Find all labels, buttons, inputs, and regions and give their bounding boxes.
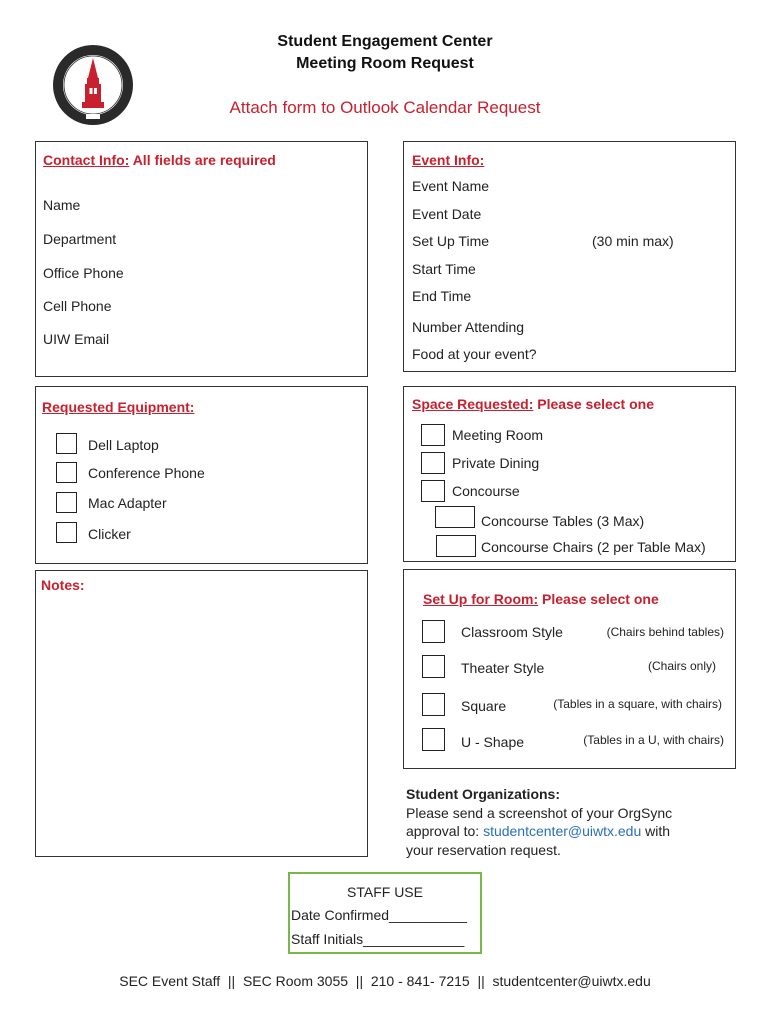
event-field-name[interactable]: Event Name — [412, 178, 490, 194]
setup-room-title-note: Please select one — [538, 591, 659, 607]
staff-initials-row[interactable] — [291, 931, 464, 947]
contact-field-name[interactable]: Name — [43, 197, 81, 213]
event-field-food[interactable]: Food at your event? — [412, 346, 537, 362]
title-line-1: Student Engagement Center — [277, 33, 493, 50]
concourse-chairs-field[interactable] — [436, 535, 476, 557]
concourse-tables-field[interactable] — [435, 506, 475, 528]
square-checkbox[interactable] — [422, 693, 445, 716]
theater-style-label: Theater Style — [461, 660, 545, 676]
event-field-start-time[interactable]: Start Time — [412, 261, 476, 277]
u-shape-label: U - Shape — [461, 734, 525, 750]
date-confirmed-blank: __________ — [389, 907, 467, 923]
staff-use-title: STAFF USE — [347, 884, 423, 900]
event-info-box — [403, 141, 736, 372]
contact-field-department[interactable]: Department — [43, 231, 117, 247]
u-shape-note: (Tables in a U, with chairs) — [583, 733, 724, 747]
date-confirmed-row[interactable] — [291, 907, 467, 923]
student-orgs-line2-prefix: approval to: — [406, 823, 484, 839]
staff-initials-label: Staff Initials — [291, 931, 364, 947]
square-label: Square — [461, 698, 507, 714]
private-dining-label: Private Dining — [452, 455, 540, 471]
classroom-style-note: (Chairs behind tables) — [606, 625, 724, 639]
equipment-title: Requested Equipment: — [42, 399, 195, 415]
attach-note: Attach form to Outlook Calendar Request — [229, 98, 541, 117]
contact-info-title — [43, 152, 276, 168]
contact-info-title-label: Contact Info: — [43, 152, 130, 168]
private-dining-checkbox[interactable] — [421, 452, 445, 474]
setup-room-title — [423, 591, 659, 607]
student-orgs-title: Student Organizations: — [406, 786, 560, 802]
u-shape-checkbox[interactable] — [422, 728, 445, 751]
concourse-label: Concourse — [452, 483, 520, 499]
event-field-date[interactable]: Event Date — [412, 206, 482, 222]
mac-adapter-label: Mac Adapter — [88, 495, 167, 511]
space-requested-title-label: Space Requested: — [412, 396, 534, 412]
concourse-tables-label: Concourse Tables (3 Max) — [481, 513, 645, 529]
clicker-label: Clicker — [88, 526, 131, 542]
student-center-email-link[interactable]: studentcenter@uiwtx.edu — [483, 823, 642, 839]
event-field-end-time[interactable]: End Time — [412, 288, 472, 304]
dell-laptop-checkbox[interactable] — [56, 433, 77, 454]
event-field-setup-time[interactable]: Set Up Time — [412, 233, 490, 249]
setup-room-title-label: Set Up for Room: — [423, 591, 539, 607]
mac-adapter-checkbox[interactable] — [56, 492, 77, 513]
concourse-checkbox[interactable] — [421, 480, 445, 502]
square-note: (Tables in a square, with chairs) — [553, 697, 722, 711]
dell-laptop-label: Dell Laptop — [88, 437, 159, 453]
contact-info-title-note: All fields are required — [129, 152, 276, 168]
student-orgs-line2-suffix: with — [641, 823, 671, 839]
theater-style-checkbox[interactable] — [422, 655, 445, 678]
date-confirmed-label: Date Confirmed — [291, 907, 390, 923]
student-orgs-line3: your reservation request. — [406, 841, 561, 858]
event-field-number-attending[interactable]: Number Attending — [412, 319, 525, 335]
title-line-2: Meeting Room Request — [296, 55, 474, 72]
meeting-room-checkbox[interactable] — [421, 424, 445, 446]
notes-box[interactable] — [35, 570, 368, 857]
meeting-room-label: Meeting Room — [452, 427, 544, 443]
concourse-chairs-label: Concourse Chairs (2 per Table Max) — [481, 539, 706, 555]
space-requested-title-note: Please select one — [533, 396, 655, 412]
conference-phone-checkbox[interactable] — [56, 462, 77, 483]
staff-initials-blank: _____________ — [363, 931, 465, 947]
setup-time-note: (30 min max) — [592, 233, 674, 249]
conference-phone-label: Conference Phone — [88, 465, 205, 481]
clicker-checkbox[interactable] — [56, 522, 77, 543]
theater-style-note: (Chairs only) — [647, 659, 716, 673]
space-requested-title — [412, 396, 654, 412]
footer-contact: SEC Event Staff || SEC Room 3055 || 210 - 841- 7215 || studentcenter@uiwtx.edu — [119, 973, 651, 989]
notes-title: Notes: — [41, 577, 85, 593]
contact-field-office-phone[interactable]: Office Phone — [43, 265, 124, 281]
classroom-style-checkbox[interactable] — [422, 620, 445, 643]
classroom-style-label: Classroom Style — [461, 624, 563, 640]
student-orgs-line2 — [406, 822, 746, 841]
contact-field-cell-phone[interactable]: Cell Phone — [43, 298, 112, 314]
student-orgs-section — [406, 785, 746, 859]
contact-field-uiw-email[interactable]: UIW Email — [43, 331, 110, 347]
event-info-title: Event Info: — [412, 152, 485, 168]
student-orgs-line1: Please send a screenshot of your OrgSync — [406, 804, 673, 821]
